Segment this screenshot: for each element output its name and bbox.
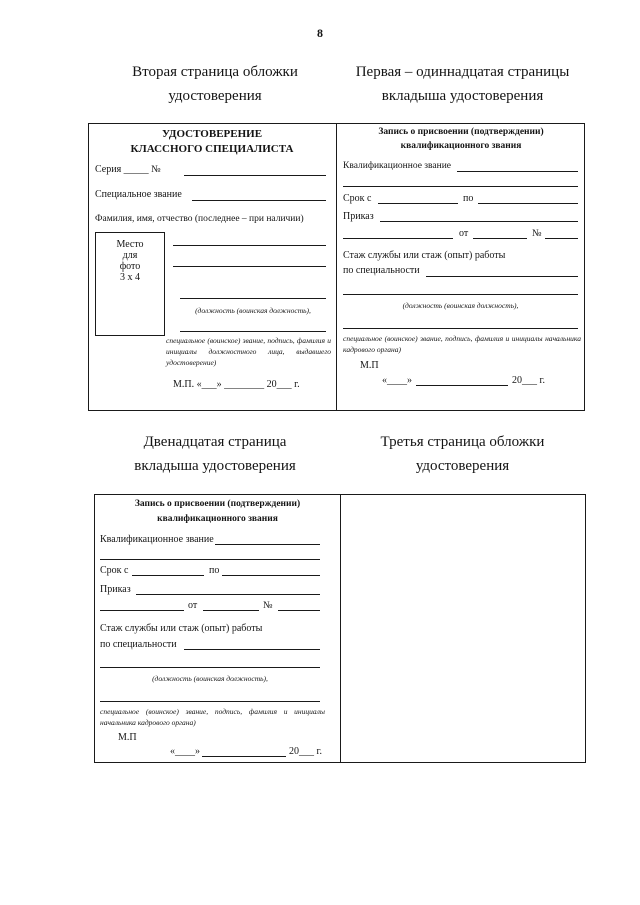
photo-placeholder <box>95 232 165 336</box>
photo-text: 3 х 4 <box>120 272 140 283</box>
caption-line: вкладыша удостоверения <box>134 458 296 474</box>
photo-text: фото <box>119 261 141 272</box>
photo-text: Место <box>116 239 144 250</box>
qual-rank-label-bottom: Квалификационное звание <box>100 534 214 545</box>
date-right-bottom: 20___ г. <box>289 746 322 757</box>
qual-rank-line-2-bottom <box>100 559 320 560</box>
full-name-label: Фамилия, имя, отчество (последнее – при наличии) <box>95 214 304 224</box>
term-to-line <box>478 203 578 204</box>
order-extra-line <box>343 238 453 239</box>
position-line-bottom <box>100 667 320 668</box>
caption-line: удостоверения <box>415 458 510 474</box>
bottom-spread-divider <box>340 494 341 763</box>
record-title-bottom: Запись о присвоении (подтверждении) <box>134 499 301 509</box>
date-left-bottom: «____» <box>170 746 200 757</box>
order-number-line-bottom <box>278 610 320 611</box>
page-number: 8 <box>317 26 323 40</box>
signature-line-top <box>343 328 578 329</box>
specialty-line <box>426 276 578 277</box>
term-to-line-bottom <box>222 575 320 576</box>
signature-note: специальное (воинское) звание, подпись, фамилия и инициалы должностного лица, выдавшего удостоверение) <box>166 336 331 367</box>
signature-line-bottom <box>100 701 320 702</box>
date-left-top: «____» <box>382 375 412 386</box>
caption-line: Третья страница обложки <box>380 434 545 450</box>
stamp-label-top: М.П <box>360 360 379 371</box>
date-right-top: 20___ г. <box>512 375 545 386</box>
order-number-label-bottom: № <box>263 600 273 611</box>
name-line-2 <box>173 266 326 267</box>
photo-text: для <box>122 250 138 261</box>
order-number-label: № <box>532 228 542 239</box>
position-line <box>180 298 326 299</box>
caption-twelfth <box>95 430 335 478</box>
order-date-line <box>473 238 527 239</box>
caption-line: Первая – одиннадцатая страницы <box>355 64 570 80</box>
certificate-title: УДОСТОВЕРЕНИЕ <box>161 128 263 140</box>
order-label: Приказ <box>343 211 374 222</box>
date-line-bottom <box>202 756 286 757</box>
specialty-label-bottom: по специальности <box>100 639 177 650</box>
special-rank-label: Специальное звание <box>95 189 182 200</box>
date-line-top <box>416 385 508 386</box>
order-extra-line-bottom <box>100 610 184 611</box>
term-from-line-bottom <box>132 575 204 576</box>
order-line-bottom <box>136 594 320 595</box>
order-line <box>380 221 578 222</box>
record-subtitle-bottom: квалификационного звания <box>157 514 278 524</box>
caption-second-cover <box>100 60 330 108</box>
special-rank-line <box>192 200 326 201</box>
name-line-1 <box>173 245 326 246</box>
stamp-date-line: М.П. «___» ________ 20___ г. <box>173 379 300 390</box>
position-line-top <box>343 294 578 295</box>
certificate-subtitle: КЛАССНОГО СПЕЦИАЛИСТА <box>130 143 294 155</box>
service-label-bottom: Стаж службы или стаж (опыт) работы <box>100 623 263 634</box>
caption-line: вкладыша удостоверения <box>381 88 544 104</box>
spread-divider <box>336 123 337 411</box>
stamp-label-bottom: М.П <box>118 732 137 743</box>
term-from-label: Срок с <box>343 193 372 204</box>
record-subtitle: квалификационного звания <box>400 141 522 151</box>
qual-rank-line-2 <box>343 186 578 187</box>
position-note-bottom: (должность (воинская должность), <box>152 674 268 683</box>
term-from-line <box>378 203 458 204</box>
service-label: Стаж службы или стаж (опыт) работы <box>343 250 506 261</box>
order-date-line-bottom <box>203 610 259 611</box>
term-from-label-bottom: Срок с <box>100 565 129 576</box>
record-title: Запись о присвоении (подтверждении) <box>378 127 544 137</box>
signature-note-top: специальное (воинское) звание, подпись, фамилия и инициалы начальника кадрового органа) <box>343 334 581 354</box>
specialty-label: по специальности <box>343 265 420 276</box>
order-label-bottom: Приказ <box>100 584 131 595</box>
qual-rank-label: Квалификационное звание <box>343 161 452 171</box>
caption-third-cover <box>340 430 585 478</box>
signature-line <box>180 331 326 332</box>
caption-line: удостоверения <box>168 88 262 104</box>
order-from-label-bottom: от <box>188 600 198 611</box>
caption-first-insert <box>340 60 585 108</box>
position-note: (должность (воинская должность), <box>195 306 311 315</box>
qual-rank-line <box>457 171 578 172</box>
position-note-top: (должность (воинская должность), <box>402 301 519 310</box>
order-number-line <box>545 238 578 239</box>
caption-line: Двенадцатая страница <box>143 434 287 450</box>
series-label: Серия _____ № <box>95 164 161 175</box>
signature-note-bottom: специальное (воинское) звание, подпись, фамилия и инициалы начальника кадрового органа) <box>100 707 325 727</box>
caption-line: Вторая страница обложки <box>132 64 298 80</box>
term-to-label: по <box>463 193 474 204</box>
series-line <box>184 175 326 176</box>
qual-rank-line-bottom <box>215 544 320 545</box>
specialty-line-bottom <box>184 649 320 650</box>
term-to-label-bottom: по <box>209 565 220 576</box>
order-from-label: от <box>459 228 469 239</box>
